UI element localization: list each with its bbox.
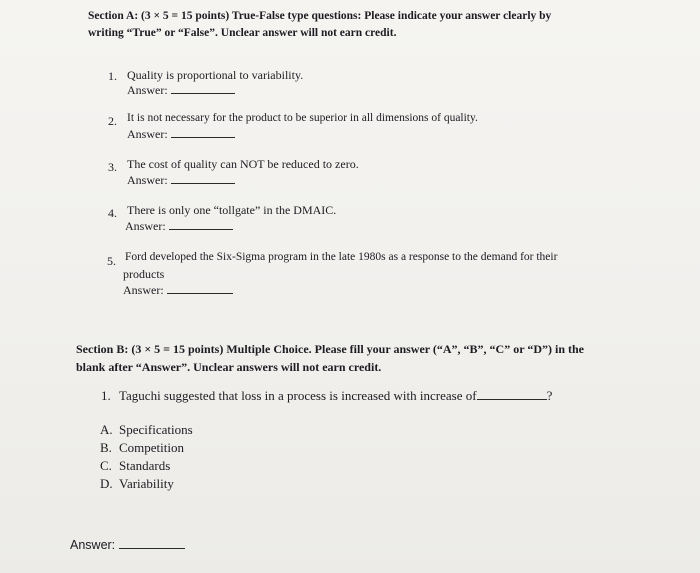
answer-label: Answer: xyxy=(123,283,164,297)
question-number: 5. xyxy=(107,254,116,268)
answer-label: Answer: xyxy=(127,83,168,97)
answer-label: Answer: xyxy=(127,127,168,141)
mc-answer-blank[interactable] xyxy=(119,538,185,549)
answer-row xyxy=(125,219,233,234)
section-b-title-line2: blank after “Answer”. Unclear answers will not earn credit. xyxy=(76,360,382,374)
option-text: Competition xyxy=(119,440,184,455)
answer-blank[interactable] xyxy=(171,173,235,184)
question-text-line1: Ford developed the Six-Sigma program in the late 1980s as a response to the demand for their xyxy=(125,251,558,263)
answer-row xyxy=(123,283,233,298)
mc-question-suffix: ? xyxy=(546,388,553,403)
option-text: Standards xyxy=(119,458,171,473)
answer-blank[interactable] xyxy=(167,283,233,294)
option-letter: D. xyxy=(100,476,113,491)
answer-row xyxy=(127,173,235,188)
answer-row xyxy=(127,83,235,98)
answer-blank[interactable] xyxy=(171,83,235,94)
option-letter: B. xyxy=(100,440,112,455)
section-a-title-line2: writing “True” or “False”. Unclear answer will not earn credit. xyxy=(88,27,397,39)
question-number: 1. xyxy=(108,69,117,83)
question-text: It is not necessary for the product to be superior in all dimensions of quality. xyxy=(127,112,478,124)
mc-question-row xyxy=(119,387,552,405)
question-text-line2: products xyxy=(123,267,165,281)
question-text: Quality is proportional to variability. xyxy=(127,68,304,82)
answer-blank[interactable] xyxy=(169,219,233,230)
option-letter: A. xyxy=(100,422,113,437)
question-text: There is only one “tollgate” in the DMAIC. xyxy=(127,203,337,217)
option-text: Variability xyxy=(119,476,174,491)
question-text: The cost of quality can NOT be reduced to zero. xyxy=(127,157,359,171)
section-a-title-line1: Section A: (3 × 5 = 15 points) True-False type questions: Please indicate your answer clearly by xyxy=(88,10,552,22)
mc-question-blank[interactable] xyxy=(477,388,547,400)
mc-answer-label: Answer: xyxy=(70,538,116,552)
mc-question-number: 1. xyxy=(101,388,111,403)
answer-row xyxy=(127,127,235,142)
answer-label: Answer: xyxy=(127,173,168,187)
question-number: 3. xyxy=(108,160,117,174)
section-b-title-line1: Section B: (3 × 5 = 15 points) Multiple Choice. Please fill your answer (“A”, “B”, “C” or “D”) in the xyxy=(76,342,584,356)
answer-label: Answer: xyxy=(125,219,166,233)
option-text: Specifications xyxy=(119,422,193,437)
option-letter: C. xyxy=(100,458,112,473)
mc-answer-row xyxy=(70,538,185,552)
question-number: 2. xyxy=(108,114,117,128)
mc-question-text: Taguchi suggested that loss in a process is increased with increase of xyxy=(119,388,477,403)
question-number: 4. xyxy=(108,206,117,220)
answer-blank[interactable] xyxy=(171,127,235,138)
